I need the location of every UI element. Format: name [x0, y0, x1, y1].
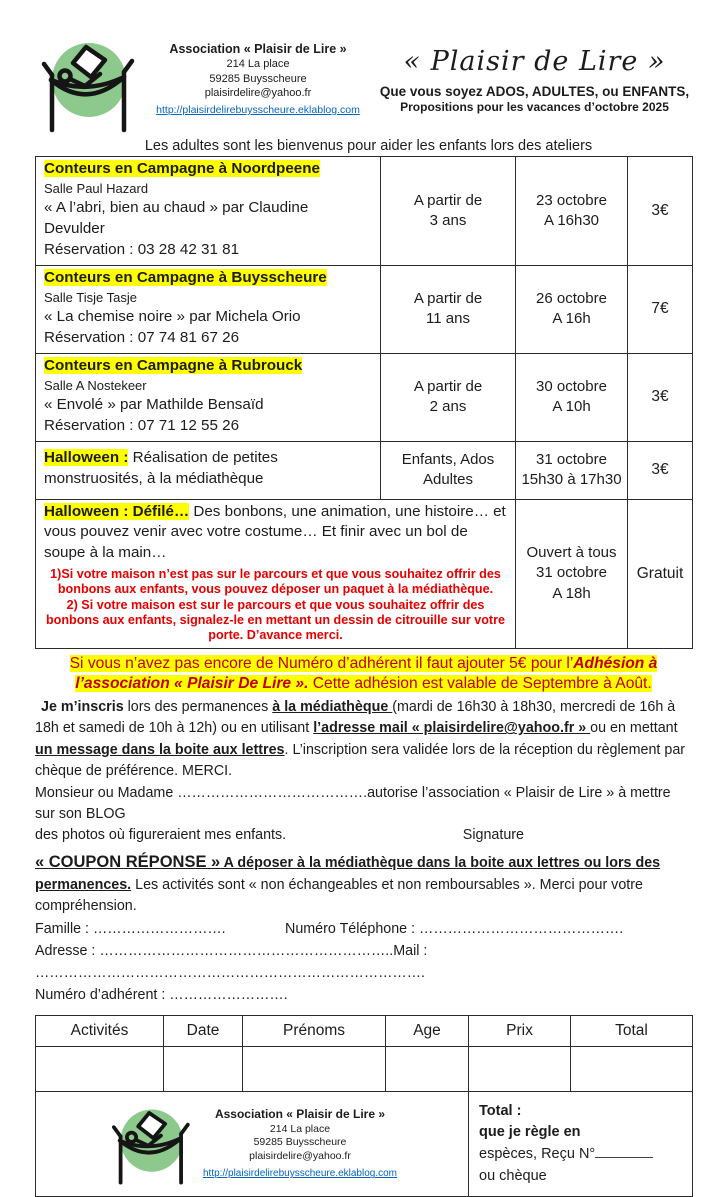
- event-title: Conteurs en Campagne à Noordpeene: [44, 160, 320, 177]
- org-address-line1: 214 La place: [226, 58, 290, 71]
- footer-org-info: [203, 1107, 397, 1182]
- event-age: A partir de 2 ans: [381, 353, 516, 441]
- order-header-firstnames: Prénoms: [243, 1016, 386, 1047]
- address-mail-field: Adresse : ……………………………………………………..Mail : ……………………………………………………………………….: [35, 942, 428, 981]
- order-header-total: Total: [571, 1016, 693, 1047]
- header: [35, 34, 692, 134]
- total-cell: [469, 1092, 693, 1197]
- order-empty-cell: [386, 1047, 469, 1092]
- reading-hammock-logo-icon: [107, 1102, 193, 1186]
- order-header-age: Age: [386, 1016, 469, 1047]
- form-line-member-number: [35, 984, 692, 1006]
- event-venue: Salle Tisje Tasje: [44, 289, 137, 305]
- authorization-paragraph: [35, 783, 692, 847]
- order-empty-row: [36, 1047, 693, 1092]
- footer-address-line1: 214 La place: [269, 1122, 331, 1135]
- event-row-halloween-defile: [36, 499, 693, 648]
- event-title: Conteurs en Campagne à Buysscheure: [44, 268, 327, 286]
- event-show: « Envolé » par Mathilde Bensaïd: [44, 395, 264, 413]
- inscription-paragraph: Je m’inscris lors des permanences à la médiathèque (mardi de 16h30 à 18h30, mercredi de 16h à 18h et samedi de 10h à 12h) ou en utilisant l’adresse mail « plaisirdelire@yahoo.fr » ou en mettant un message dans la boite aux lettres. L’inscription sera validée lors de la réception du règlement par chèque de préférence. MERCI.: [35, 698, 686, 780]
- event-venue: Salle Paul Hazard: [44, 180, 149, 196]
- event-date: 26 octobre A 16h: [516, 265, 628, 353]
- event-title: Halloween : Défilé…: [44, 502, 190, 520]
- event-title: Conteurs en Campagne à Rubrouck: [44, 356, 303, 374]
- order-table: [35, 1015, 693, 1197]
- signature-label: Signature: [462, 827, 524, 844]
- event-detail: Réalisation de petites monstruosités, à la médiathèque: [44, 449, 278, 487]
- adhesion-text-2: Cette adhésion est valable de Septembre à Août.: [308, 675, 652, 693]
- total-cheque-line: ou chèque: [479, 1167, 547, 1184]
- org-email: plaisirdelire@yahoo.fr: [204, 86, 312, 99]
- event-description: [36, 265, 381, 353]
- form-line-family-phone: [35, 918, 692, 940]
- event-title: Halloween :: [44, 449, 129, 467]
- org-info-block: [139, 34, 377, 118]
- events-table: [35, 156, 693, 649]
- event-reservation: Réservation : 03 28 42 31 81: [44, 240, 240, 258]
- event-venue: Salle A Nostekeer: [44, 377, 147, 393]
- event-description: [36, 157, 381, 266]
- order-empty-cell: [36, 1047, 164, 1092]
- event-detail: Des bonbons, une animation, une histoire… et vous pouvez venir avec votre costume… Et finir avec un bol de soupe à la main…: [44, 502, 506, 562]
- coupon-title: « COUPON RÉPONSE »: [35, 852, 221, 871]
- event-price: 3€: [628, 353, 693, 441]
- event-price: 7€: [628, 265, 693, 353]
- total-label: Total :: [479, 1102, 522, 1119]
- org-name: Association « Plaisir de Lire »: [169, 42, 347, 56]
- member-number-field: Numéro d’adhérent : …………………….: [35, 987, 288, 1004]
- footer-org-name: Association « Plaisir de Lire »: [214, 1106, 386, 1121]
- title-block: [377, 34, 692, 114]
- total-cash-line: espèces, Reçu N°: [479, 1144, 682, 1166]
- event-row-rubrouck: [36, 353, 693, 441]
- coupon-paragraph: « COUPON RÉPONSE » A déposer à la médiathèque dans la boite aux lettres ou lors des permanences. Les activités sont « non échangeables et non remboursables ». Merci pour votre compréhension.: [35, 852, 661, 915]
- event-reservation: Réservation : 07 71 12 55 26: [44, 416, 240, 434]
- event-reservation: Réservation : 07 74 81 67 26: [44, 328, 240, 346]
- org-website-link[interactable]: http://plaisirdelirebuysscheure.eklablog.com: [156, 104, 360, 117]
- total-payment-line: que je règle en: [479, 1124, 581, 1141]
- event-age: Enfants, Ados Adultes: [381, 441, 516, 499]
- note-line2: 2) Si votre maison est sur le parcours et que vous souhaitez offrir des bonbons aux enfants, signalez-le en mettant un dessin de citrouille sur votre porte. D’avance merci.: [45, 598, 506, 642]
- order-empty-cell: [571, 1047, 693, 1092]
- form-line-address-mail: [35, 940, 692, 984]
- subtitle-period: Propositions pour les vacances d’octobre 2025: [400, 100, 669, 114]
- event-row-noordpeene: [36, 157, 693, 266]
- footer-email: plaisirdelire@yahoo.fr: [249, 1149, 351, 1162]
- order-footer-row: [36, 1092, 693, 1197]
- order-header-activities: Activités: [36, 1016, 164, 1047]
- event-row-buysscheure: [36, 265, 693, 353]
- subtitle-audience: Que vous soyez ADOS, ADULTES, ou ENFANTS,: [379, 84, 690, 99]
- event-description: [36, 441, 381, 499]
- event-date: 30 octobre A 10h: [516, 353, 628, 441]
- event-price: 3€: [628, 441, 693, 499]
- event-date: Ouvert à tous 31 octobre A 18h: [516, 499, 628, 648]
- phone-field: Numéro Téléphone : …………………………………….: [285, 920, 624, 937]
- order-empty-cell: [164, 1047, 243, 1092]
- order-header-price: Prix: [469, 1016, 571, 1047]
- order-empty-cell: [469, 1047, 571, 1092]
- event-red-notes: [44, 567, 507, 642]
- event-age: A partir de 3 ans: [381, 157, 516, 266]
- footer-org-cell: [36, 1092, 469, 1197]
- event-date: 23 octobre A 16h30: [516, 157, 628, 266]
- event-age: A partir de 11 ans: [381, 265, 516, 353]
- event-show: « A l’abri, bien au chaud » par Claudine Devulder: [44, 198, 309, 237]
- adhesion-text-bold: Adhésion à l’association « Plaisir De Lire ».: [75, 654, 658, 693]
- adhesion-text-1: Si vous n’avez pas encore de Numéro d’adhérent il faut ajouter 5€ pour l’: [69, 654, 574, 672]
- adhesion-note: [37, 654, 690, 695]
- order-empty-cell: [243, 1047, 386, 1092]
- org-address-line2: 59285 Buysscheure: [209, 72, 307, 85]
- authorization-line2: des photos où figureraient mes enfants.: [35, 827, 287, 844]
- receipt-number-blank: [595, 1146, 653, 1158]
- order-header-row: [36, 1016, 693, 1047]
- mail-address-text: l’adresse mail « plaisirdelire@yahoo.fr »: [313, 720, 591, 737]
- reading-hammock-logo-icon: [35, 34, 139, 134]
- page-title: « Plaisir de Lire »: [403, 46, 666, 77]
- footer-address-line2: 59285 Buysscheure: [253, 1136, 347, 1149]
- event-description: [36, 499, 516, 648]
- footer-website-link[interactable]: http://plaisirdelirebuysscheure.eklablog.com: [203, 1168, 397, 1180]
- intro-line: Les adultes sont les bienvenus pour aider les enfants lors des ateliers: [144, 138, 593, 154]
- event-price: 3€: [628, 157, 693, 266]
- event-date: 31 octobre 15h30 à 17h30: [516, 441, 628, 499]
- event-description: [36, 353, 381, 441]
- family-field: Famille : ……………………….: [35, 920, 226, 937]
- event-show: « La chemise noire » par Michela Orio: [44, 307, 301, 325]
- note-line1: 1)Si votre maison n’est pas sur le parcours et que vous souhaitez offrir des bonbons aux enfants, vous pouvez déposer un paquet à la médiathèque.: [50, 567, 501, 597]
- event-price: Gratuit: [628, 499, 693, 648]
- event-row-halloween-atelier: [36, 441, 693, 499]
- authorization-line1: Monsieur ou Madame ………………………………….autorise l’association « Plaisir de Lire » à mettre sur son BLOG: [35, 784, 671, 823]
- order-header-date: Date: [164, 1016, 243, 1047]
